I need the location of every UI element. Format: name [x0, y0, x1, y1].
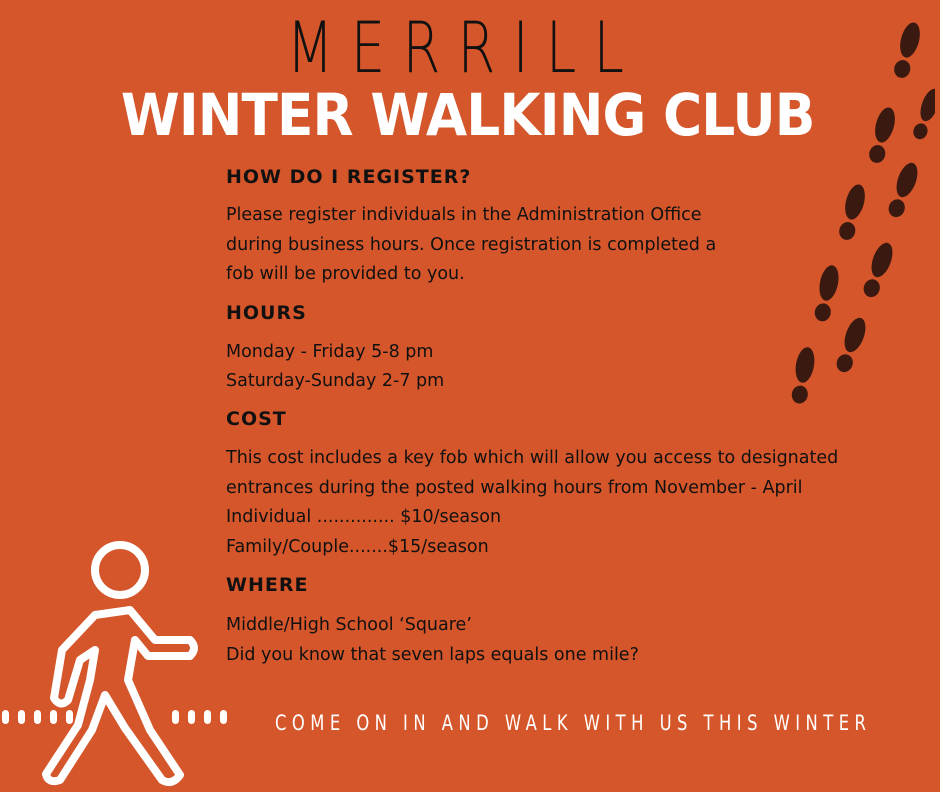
- walking-person-icon: [0, 530, 240, 792]
- cost-section: [226, 404, 906, 562]
- where-line: Did you know that seven laps equals one mile?: [226, 644, 639, 665]
- register-line: during business hours. Once registration is completed a: [226, 234, 717, 255]
- brand-name: MERRILL: [286, 7, 642, 89]
- where-section: [226, 570, 906, 670]
- cost-heading: COST: [226, 407, 287, 430]
- register-heading: HOW DO I REGISTER?: [226, 166, 472, 188]
- register-line: Please register individuals in the Administration Office: [226, 205, 702, 225]
- info-content: [226, 160, 906, 671]
- register-line: fob will be provided to you.: [226, 264, 465, 285]
- cost-line: This cost includes a key fob which will allow you access to designated: [226, 447, 839, 468]
- call-to-action: COME ON IN AND WALK WITH US THIS WINTER: [275, 711, 872, 735]
- hours-line: Monday - Friday 5-8 pm: [226, 341, 434, 362]
- hours-section: [226, 298, 906, 397]
- hours-line: Saturday-Sunday 2-7 pm: [226, 371, 445, 392]
- hours-heading: HOURS: [226, 301, 307, 324]
- cost-line: entrances during the posted walking hours from November - April: [226, 477, 803, 498]
- cost-text: [226, 444, 906, 562]
- hours-text: [226, 338, 906, 397]
- register-section: [226, 162, 906, 290]
- cost-line: Individual .............. $10/season: [226, 507, 502, 528]
- page-title: WINTER WALKING CLUB: [120, 81, 815, 149]
- where-line: Middle/High School ‘Square’: [226, 615, 472, 636]
- where-text: [226, 611, 906, 670]
- cost-line: Family/Couple.......$15/season: [226, 536, 489, 557]
- register-text: [226, 201, 906, 290]
- where-heading: WHERE: [226, 574, 309, 597]
